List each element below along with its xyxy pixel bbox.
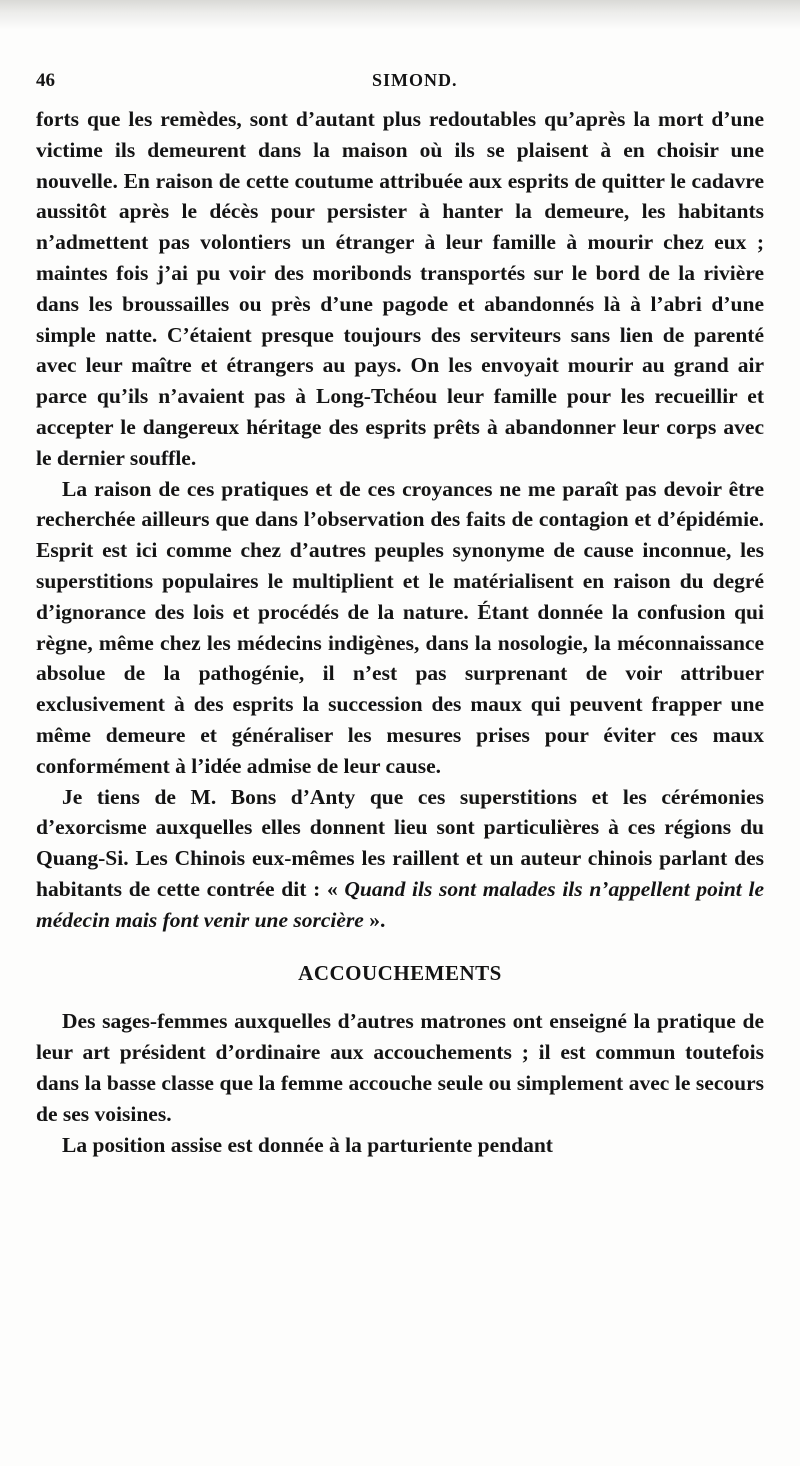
section-heading: ACCOUCHEMENTS xyxy=(298,960,502,985)
paragraph-3-intro: Je tiens de M. Bons d’Anty que ces superstitions et les cérémonies d’exorcisme auxquelles elles donnent lieu sont particulières à ces régions du Quang-Si. Les Chinois eux-mêmes les raillent et un auteur chinois parlant des habitants de cette contrée dit : « xyxy=(36,784,764,901)
chinese-author-quote: Quand ils sont malades ils n’appellent point le médecin mais font venir une sorcière xyxy=(36,876,764,932)
body-text xyxy=(36,104,764,1160)
paragraph-3-end: ». xyxy=(363,907,386,932)
paragraph-1: forts que les remèdes, sont d’autant plus redoutables qu’après la mort d’une victime ils demeurent dans la maison où ils se plaisent à en choisir une nouvelle. En raison de cette coutume attribuée aux esprits de quitter le cadavre aussitôt après le décès pour persister à hanter la demeure, les habitants n’admettent pas volontiers un étranger à leur famille à mourir chez eux ; maintes fois j’ai pu voir des moribonds transportés sur le bord de la rivière dans les broussailles ou près d’une pagode et abandonnés là à l’abri d’une simple natte. C’étaient presque toujours des serviteurs sans lien de parenté avec leur maître et étrangers au pays. On les envoyait mourir au grand air parce qu’ils n’avaient pas à Long-Tchéou leur famille pour les recueillir et accepter le dangereux héritage des esprits prêts à abandonner leur corps avec le dernier souffle. xyxy=(36,107,764,470)
paragraph-4: Des sages-femmes auxquelles d’autres matrones ont enseigné la pratique de leur art président d’ordinaire aux accouchements ; il est commun toutefois dans la basse classe que la femme accouche seule ou simplement avec le secours de ses voisines. xyxy=(36,1009,764,1126)
page-scan-edge xyxy=(0,0,800,30)
page-number: 46 xyxy=(36,70,55,91)
running-title: SIMOND. xyxy=(372,70,458,90)
running-head xyxy=(36,70,776,100)
paragraph-2: La raison de ces pratiques et de ces croyances ne me paraît pas devoir être recherchée ailleurs que dans l’observation des faits de contagion et d’épidémie. Esprit est ici comme chez d’autres peuples synonyme de cause inconnue, les superstitions populaires le multiplient et le matérialisent en raison du degré d’ignorance des lois et procédés de la nature. Étant donnée la confusion qui règne, même chez les médecins indigènes, dans la nosologie, la méconnaissance absolue de la pathogénie, il n’est pas surprenant de voir attribuer exclusivement à des esprits la succession des maux qui peuvent frapper une même demeure et généraliser les mesures prises pour éviter ces maux conformément à l’idée admise de leur cause. xyxy=(36,476,764,778)
paragraph-3 xyxy=(36,782,764,936)
paragraph-5: La position assise est donnée à la parturiente pendant xyxy=(62,1132,553,1157)
